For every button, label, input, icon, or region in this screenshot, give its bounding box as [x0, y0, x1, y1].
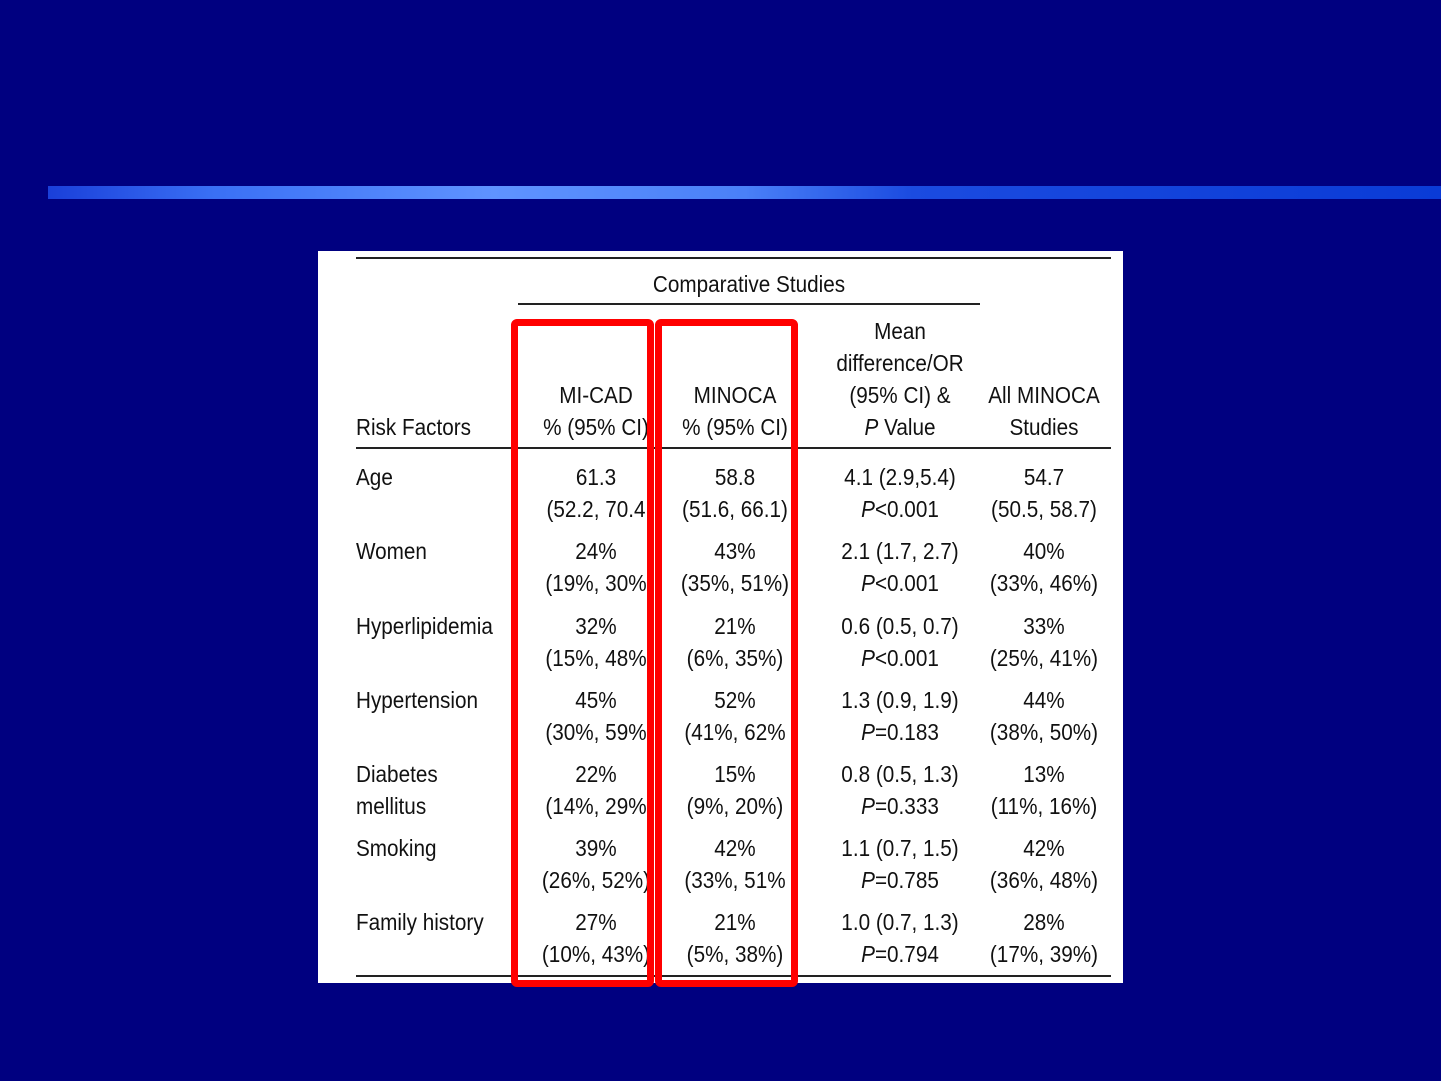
micad-value: 24%: [575, 538, 617, 564]
micad-value: 61.3: [575, 464, 617, 490]
row-label: Diabetes: [356, 761, 438, 787]
minoca-value: 21%: [714, 909, 756, 935]
micad-ci: (15%, 48%: [545, 645, 647, 671]
all-value: 13%: [1023, 761, 1065, 787]
p-symbol: P: [861, 645, 875, 671]
diff-p-value: [821, 716, 979, 748]
header-diff-line4: [821, 411, 979, 443]
micad-ci: (10%, 43%): [541, 941, 651, 967]
micad-value: 32%: [575, 613, 617, 639]
header-minoca-ci: % (95% CI): [682, 414, 788, 440]
header-diff-p: P: [864, 414, 879, 440]
micad-ci: (30%, 59%: [545, 719, 647, 745]
comparative-studies-rule: [518, 303, 980, 305]
comparative-studies-header: Comparative Studies: [652, 271, 846, 297]
p-symbol: P: [861, 496, 875, 522]
all-value: 33%: [1023, 613, 1065, 639]
minoca-ci: (35%, 51%): [680, 570, 790, 596]
diff-value: 1.3 (0.9, 1.9): [841, 687, 959, 713]
header-all-minoca: All MINOCA: [988, 382, 1100, 408]
minoca-value: 52%: [714, 687, 756, 713]
all-value: 40%: [1023, 538, 1065, 564]
row-label: Women: [356, 538, 427, 564]
micad-ci: (14%, 29%: [545, 793, 647, 819]
minoca-value: 58.8: [714, 464, 756, 490]
all-value: 28%: [1023, 909, 1065, 935]
p-number: =0.785: [874, 867, 939, 893]
micad-ci: (19%, 30%: [545, 570, 647, 596]
p-symbol: P: [861, 941, 875, 967]
p-number: =0.183: [874, 719, 939, 745]
all-value: 44%: [1023, 687, 1065, 713]
minoca-ci: (51.6, 66.1): [682, 496, 788, 522]
diff-p-value: [821, 567, 979, 599]
p-number: <0.001: [874, 645, 939, 671]
diff-p-value: [821, 642, 979, 674]
minoca-ci: (5%, 38%): [686, 941, 784, 967]
all-value: 42%: [1023, 835, 1065, 861]
row-label: Hyperlipidemia: [356, 613, 493, 639]
diff-p-value: [821, 493, 979, 525]
p-number: =0.333: [874, 793, 939, 819]
diff-value: 1.0 (0.7, 1.3): [841, 909, 959, 935]
p-symbol: P: [861, 570, 875, 596]
p-symbol: P: [861, 867, 875, 893]
header-micad-ci: % (95% CI): [543, 414, 649, 440]
minoca-ci: (33%, 51%: [684, 867, 786, 893]
micad-value: 39%: [575, 835, 617, 861]
all-ci: (25%, 41%): [989, 645, 1099, 671]
minoca-ci: (9%, 20%): [686, 793, 784, 819]
minoca-value: 42%: [714, 835, 756, 861]
all-ci: (11%, 16%): [990, 793, 1098, 819]
minoca-column-highlight: [655, 319, 798, 987]
diff-value: 2.1 (1.7, 2.7): [841, 538, 959, 564]
p-number: =0.794: [874, 941, 939, 967]
all-ci: (33%, 46%): [989, 570, 1099, 596]
header-risk-factors: Risk Factors: [356, 414, 472, 440]
header-diff-line1: Mean: [874, 318, 926, 344]
minoca-value: 21%: [714, 613, 756, 639]
all-value: 54.7: [1023, 464, 1065, 490]
minoca-ci: (6%, 35%): [686, 645, 784, 671]
all-ci: (36%, 48%): [989, 867, 1099, 893]
title-divider-bar: [48, 186, 1441, 199]
header-all-studies: Studies: [1009, 414, 1079, 440]
micad-value: 45%: [575, 687, 617, 713]
row-label: Family history: [356, 909, 484, 935]
header-diff-line2: difference/OR: [836, 350, 964, 376]
diff-p-value: [821, 864, 979, 896]
p-symbol: P: [861, 793, 875, 819]
micad-value: 27%: [575, 909, 617, 935]
p-number: <0.001: [874, 496, 939, 522]
all-ci: (17%, 39%): [989, 941, 1099, 967]
row-label: Smoking: [356, 835, 437, 861]
p-number: <0.001: [874, 570, 939, 596]
header-minoca: MINOCA: [693, 382, 777, 408]
header-diff-line3: (95% CI) &: [849, 382, 951, 408]
row-label: Age: [356, 464, 393, 490]
micad-value: 22%: [575, 761, 617, 787]
micad-column-highlight: [511, 319, 654, 987]
row-label-line2: mellitus: [356, 793, 427, 819]
diff-value: 0.6 (0.5, 0.7): [841, 613, 959, 639]
p-symbol: P: [861, 719, 875, 745]
minoca-value: 15%: [714, 761, 756, 787]
row-label: Hypertension: [356, 687, 478, 713]
micad-ci: (52.2, 70.4: [546, 496, 646, 522]
diff-p-value: [821, 790, 979, 822]
diff-p-value: [821, 938, 979, 970]
all-ci: (50.5, 58.7): [991, 496, 1097, 522]
header-micad: MI-CAD: [559, 382, 633, 408]
minoca-ci: (41%, 62%: [684, 719, 786, 745]
minoca-value: 43%: [714, 538, 756, 564]
diff-value: 4.1 (2.9,5.4): [844, 464, 956, 490]
diff-value: 0.8 (0.5, 1.3): [841, 761, 959, 787]
header-diff-value: Value: [884, 414, 936, 440]
table-top-rule: [356, 257, 1111, 259]
diff-value: 1.1 (0.7, 1.5): [841, 835, 959, 861]
micad-ci: (26%, 52%): [541, 867, 651, 893]
all-ci: (38%, 50%): [989, 719, 1099, 745]
